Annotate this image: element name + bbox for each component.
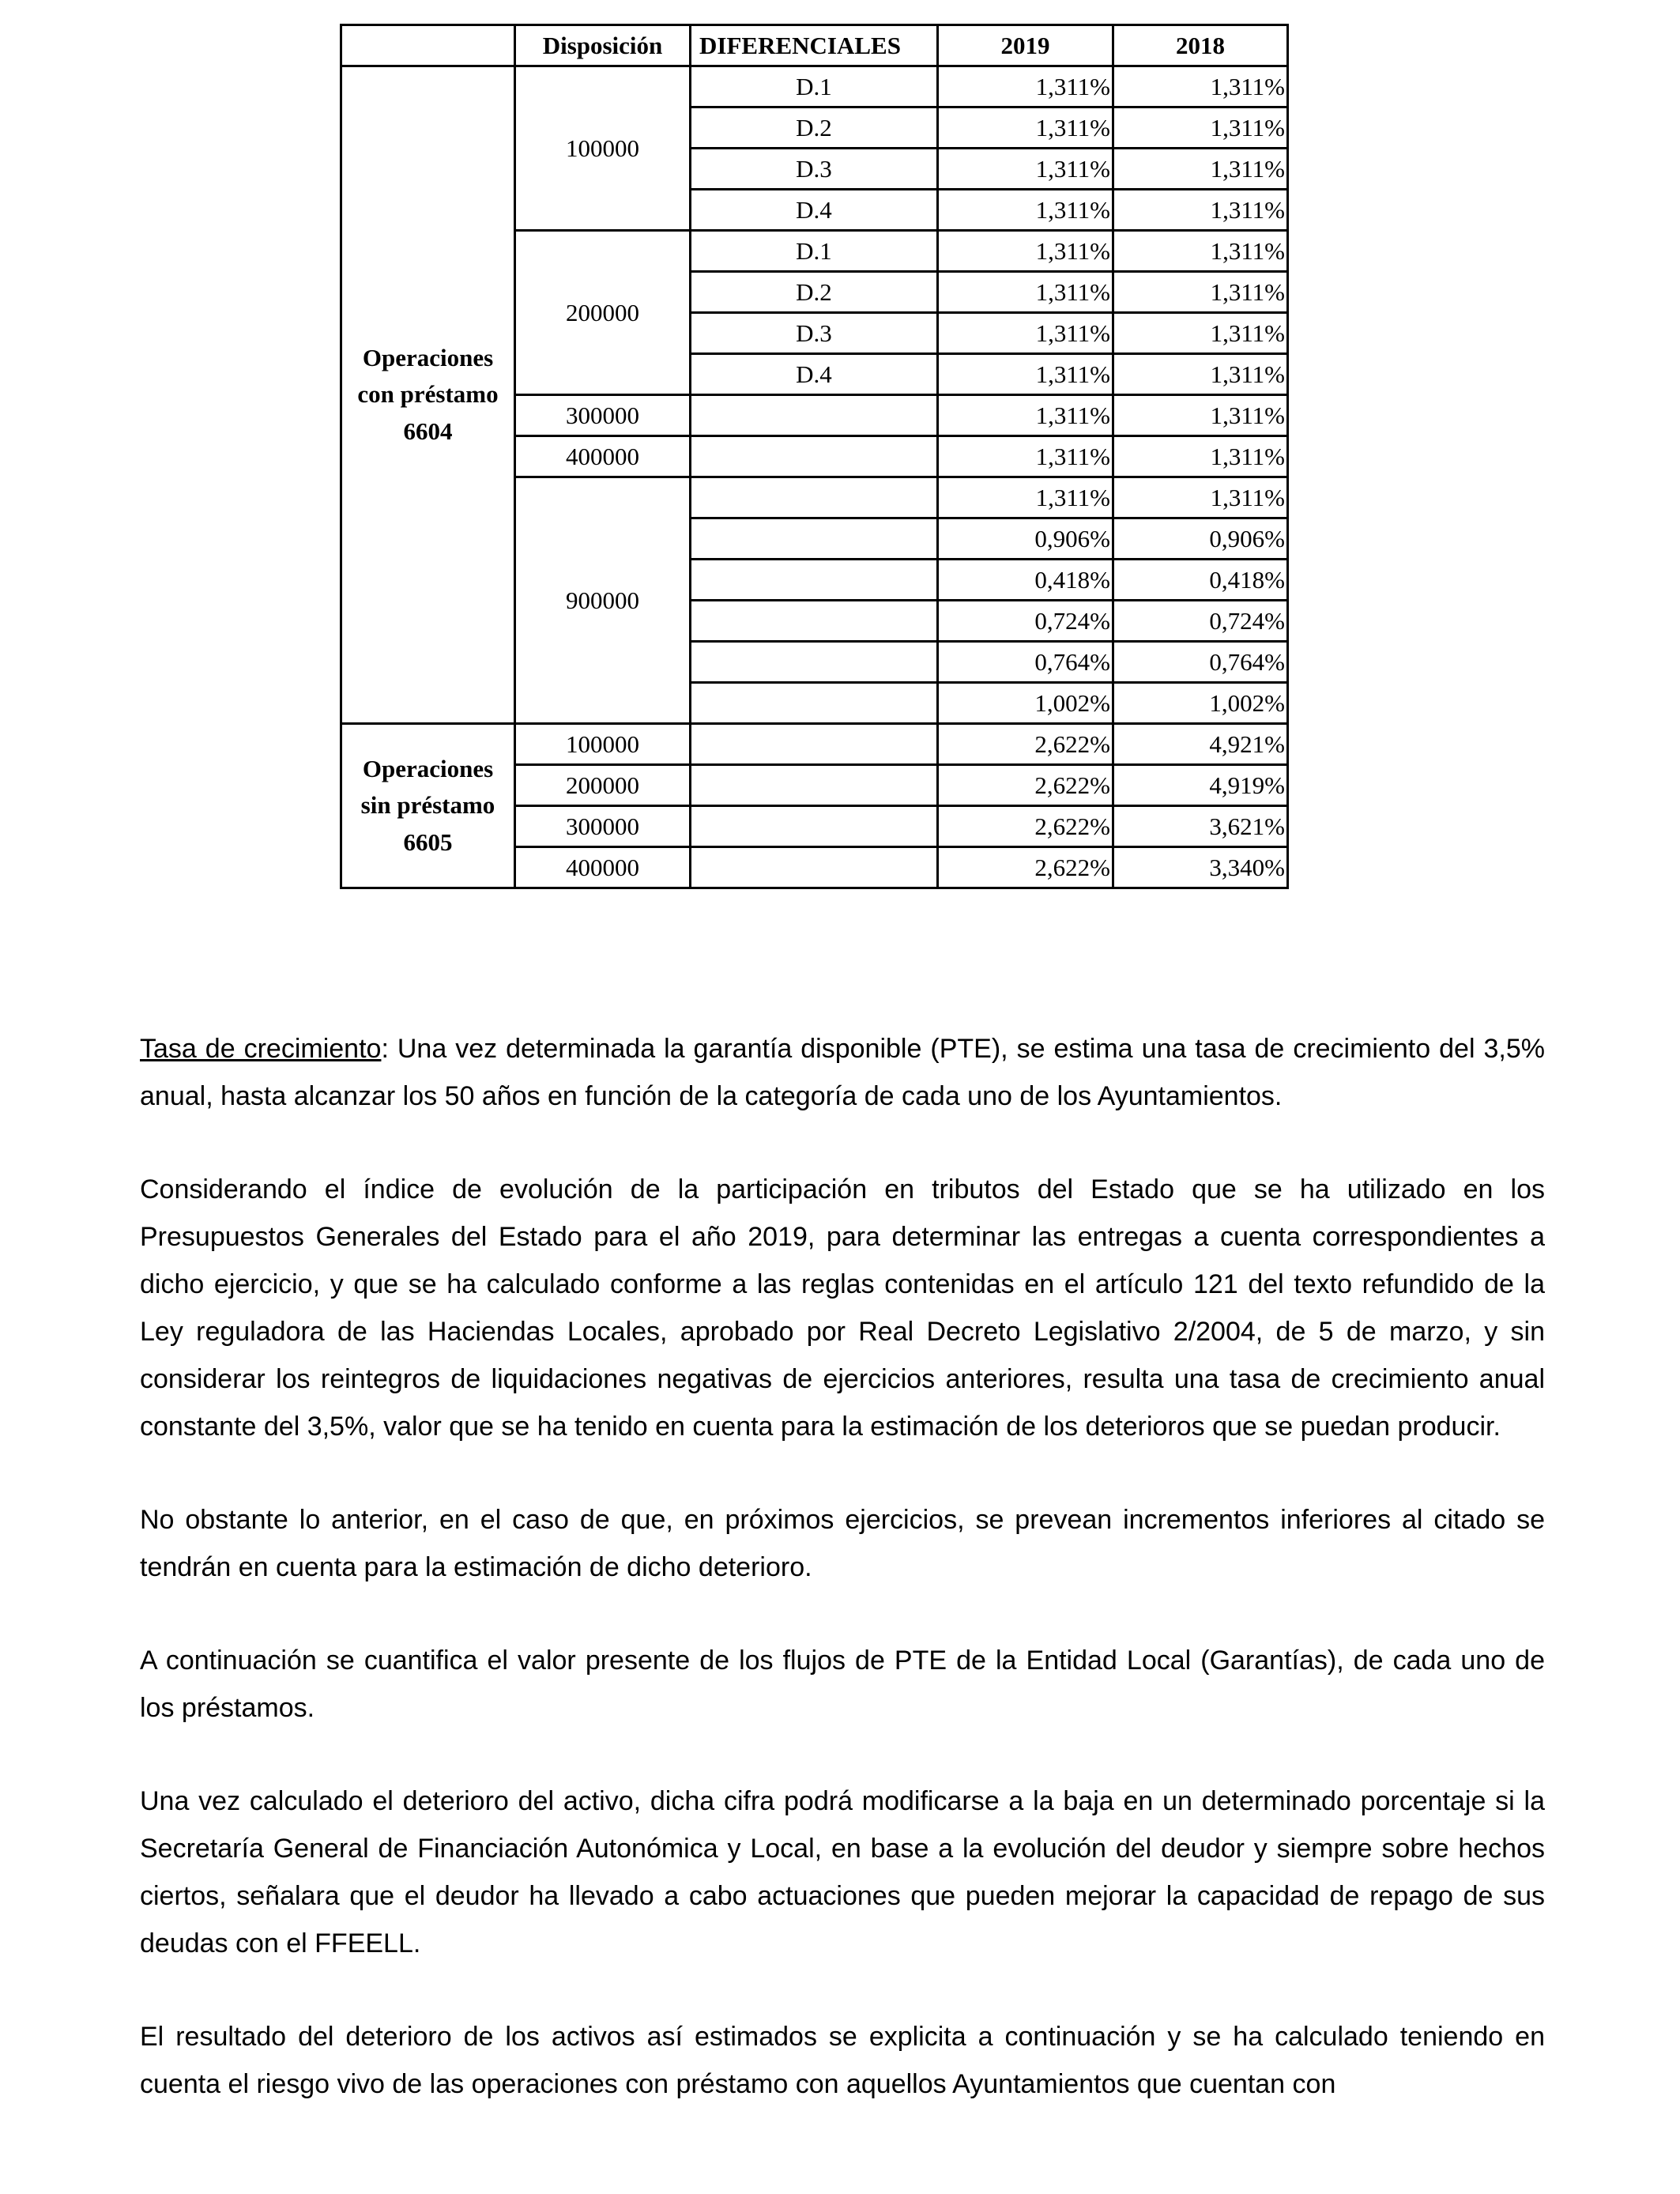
value-2018-cell: 0,906% (1113, 518, 1288, 560)
value-2018-cell: 1,311% (1113, 66, 1288, 107)
paragraph-index-evolution: Considerando el índice de evolución de la participación en tributos del Estado que se ha utilizado en los Presupuestos Generales del Estado para el año 2019, para determinar las entregas a cuenta correspondientes a dicho ejercicio, y que se ha calculado conforme a las reglas contenidas en el artículo 121 del texto refundido de la Ley reguladora de las Haciendas Locales, aprobado por Real Decreto Legislativo 2/2004, de 5 de marzo, y sin considerar los reintegros de liquidaciones negativas de ejercicios anteriores, resulta una tasa de crecimiento anual constante del 3,5%, valor que se ha tenido en cuenta para la estimación de los deterioros que se puedan producir. (140, 1174, 1545, 1442)
disposicion-cell: 300000 (515, 806, 691, 847)
disposicion-cell: 200000 (515, 231, 691, 395)
rates-table (340, 24, 1289, 889)
value-2019-cell: 2,622% (938, 765, 1113, 806)
value-2018-cell: 1,311% (1113, 231, 1288, 272)
value-2018-cell: 0,764% (1113, 642, 1288, 683)
disposicion-cell: 400000 (515, 847, 691, 888)
paragraph-growth-rate (140, 1025, 1545, 1120)
value-2019-cell: 2,622% (938, 724, 1113, 765)
value-2019-cell: 1,311% (938, 149, 1113, 190)
value-2019-cell: 1,311% (938, 272, 1113, 313)
group-label-line: con préstamo (357, 380, 499, 409)
growth-rate-heading: Tasa de crecimiento (140, 1034, 382, 1064)
value-2018-cell: 4,921% (1113, 724, 1288, 765)
value-2019-cell: 0,724% (938, 601, 1113, 642)
value-2019-cell: 1,311% (938, 313, 1113, 354)
value-2019-cell: 1,311% (938, 190, 1113, 231)
value-2019-cell: 1,311% (938, 436, 1113, 477)
disposicion-cell: 300000 (515, 395, 691, 436)
diferencial-cell (691, 436, 938, 477)
value-2018-cell: 1,311% (1113, 477, 1288, 518)
group-label (341, 66, 515, 724)
diferencial-cell: D.3 (691, 149, 938, 190)
paragraph-present-value: A continuación se cuantifica el valor presente de los flujos de PTE de la Entidad Local (Garantías), de cada uno de los préstamos. (140, 1646, 1545, 1723)
group-label-line: Operaciones (362, 754, 494, 782)
value-2019-cell: 1,311% (938, 66, 1113, 107)
diferencial-cell: D.2 (691, 107, 938, 149)
value-2018-cell: 4,919% (1113, 765, 1288, 806)
value-2018-cell: 3,621% (1113, 806, 1288, 847)
value-2019-cell: 0,764% (938, 642, 1113, 683)
value-2018-cell: 1,311% (1113, 395, 1288, 436)
value-2018-cell: 1,311% (1113, 436, 1288, 477)
group-label (341, 724, 515, 888)
diferencial-cell (691, 560, 938, 601)
diferencial-cell: D.4 (691, 354, 938, 395)
diferencial-cell (691, 765, 938, 806)
header-2018: 2018 (1113, 25, 1288, 66)
value-2018-cell: 1,311% (1113, 313, 1288, 354)
diferencial-cell: D.2 (691, 272, 938, 313)
value-2018-cell: 3,340% (1113, 847, 1288, 888)
paragraph-impairment-result: El resultado del deterioro de los activos así estimados se explicita a continuación y se ha calculado teniendo en cuenta el riesgo vivo de las operaciones con préstamo con aquellos Ayuntamientos que cuentan con (140, 2022, 1545, 2099)
value-2019-cell: 0,418% (938, 560, 1113, 601)
group-label-line: 6605 (403, 827, 453, 856)
value-2018-cell: 1,002% (1113, 683, 1288, 724)
paragraph-impairment-adjustment: Una vez calculado el deterioro del activo, dicha cifra podrá modificarse a la baja en un determinado porcentaje si la Secretaría General de Financiación Autonómica y Local, en base a la evolución del deudor y siempre sobre hechos ciertos, señalara que el deudor ha llevado a cabo actuaciones que pueden mejorar la capacidad de repago de sus deudas con el FFEELL. (140, 1786, 1545, 1958)
table-row (341, 724, 1288, 765)
diferencial-cell (691, 806, 938, 847)
value-2019-cell: 1,311% (938, 107, 1113, 149)
value-2019-cell: 0,906% (938, 518, 1113, 560)
growth-rate-body: : Una vez determinada la garantía disponible (PTE), se estima una tasa de crecimiento del 3,5% anual, hasta alcanzar los 50 años en función de la categoría de cada uno de los Ayuntamientos. (140, 1034, 1545, 1111)
value-2018-cell: 1,311% (1113, 107, 1288, 149)
table-row (341, 66, 1288, 107)
header-2019: 2019 (938, 25, 1113, 66)
diferencial-cell (691, 847, 938, 888)
value-2019-cell: 1,311% (938, 231, 1113, 272)
value-2018-cell: 1,311% (1113, 272, 1288, 313)
group-label-line: Operaciones (362, 343, 494, 371)
disposicion-cell: 200000 (515, 765, 691, 806)
group-label-line: 6604 (403, 417, 453, 445)
value-2018-cell: 1,311% (1113, 149, 1288, 190)
paragraph-lower-increments: No obstante lo anterior, en el caso de que, en próximos ejercicios, se prevean incrementos inferiores al citado se tendrán en cuenta para la estimación de dicho deterioro. (140, 1505, 1545, 1582)
disposicion-cell: 400000 (515, 436, 691, 477)
body-text (140, 1025, 1545, 2154)
diferencial-cell: D.3 (691, 313, 938, 354)
diferencial-cell: D.1 (691, 231, 938, 272)
value-2018-cell: 1,311% (1113, 354, 1288, 395)
group-label-line: sin préstamo (360, 791, 495, 820)
disposicion-cell: 900000 (515, 477, 691, 724)
diferencial-cell: D.1 (691, 66, 938, 107)
value-2019-cell: 1,002% (938, 683, 1113, 724)
disposicion-cell: 100000 (515, 724, 691, 765)
diferencial-cell (691, 518, 938, 560)
value-2018-cell: 1,311% (1113, 190, 1288, 231)
diferencial-cell (691, 724, 938, 765)
value-2019-cell: 1,311% (938, 395, 1113, 436)
header-diferenciales: DIFERENCIALES (691, 25, 938, 66)
value-2018-cell: 0,724% (1113, 601, 1288, 642)
value-2019-cell: 2,622% (938, 806, 1113, 847)
diferencial-cell (691, 477, 938, 518)
diferencial-cell (691, 395, 938, 436)
header-empty (341, 25, 515, 66)
diferencial-cell (691, 683, 938, 724)
table-header-row (341, 25, 1288, 66)
diferencial-cell (691, 642, 938, 683)
value-2019-cell: 1,311% (938, 477, 1113, 518)
diferencial-cell (691, 601, 938, 642)
value-2019-cell: 1,311% (938, 354, 1113, 395)
disposicion-cell: 100000 (515, 66, 691, 231)
value-2019-cell: 2,622% (938, 847, 1113, 888)
diferencial-cell: D.4 (691, 190, 938, 231)
value-2018-cell: 0,418% (1113, 560, 1288, 601)
table-body (341, 66, 1288, 888)
header-disposicion: Disposición (515, 25, 691, 66)
